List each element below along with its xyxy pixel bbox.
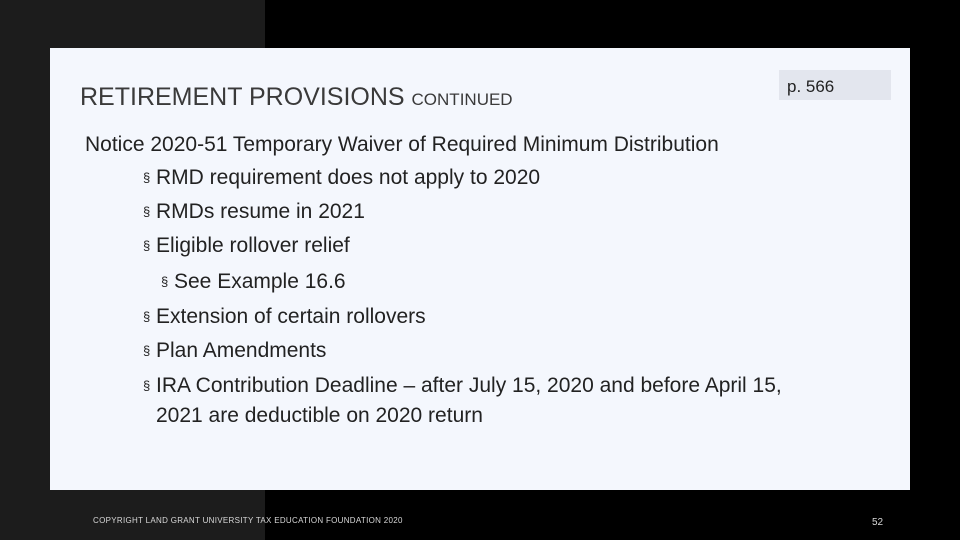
copyright-footer: COPYRIGHT LAND GRANT UNIVERSITY TAX EDUCATION FOUNDATION 2020 — [93, 516, 403, 525]
title-main: RETIREMENT PROVISIONS — [80, 83, 412, 111]
bullet-item: § RMD requirement does not apply to 2020 — [143, 163, 540, 193]
slide-number: 52 — [872, 517, 884, 528]
title-continued: CONTINUED — [411, 90, 513, 109]
page-reference: p. 566 — [779, 70, 891, 100]
bullet-marker: § — [161, 274, 169, 289]
bullet-item: § RMDs resume in 2021 — [143, 197, 365, 227]
slide-title — [80, 82, 513, 115]
bullet-marker: § — [143, 309, 151, 324]
bullet-continuation: 2021 are deductible on 2020 return — [156, 404, 483, 427]
notice-heading: Notice 2020-51 Temporary Waiver of Required Minimum Distribution — [85, 133, 719, 156]
bullet-item: § Eligible rollover relief — [143, 231, 350, 261]
bullet-item: § Plan Amendments — [143, 336, 326, 366]
bullet-item: § IRA Contribution Deadline – after July 15, 2020 and before April 15, 2021 are deductible on 2020 return — [143, 371, 873, 431]
sub-bullet-item: § See Example 16.6 — [161, 267, 346, 297]
bullet-marker: § — [143, 170, 151, 185]
bullet-marker: § — [143, 238, 151, 253]
bullet-marker: § — [143, 343, 151, 358]
bullet-marker: § — [143, 204, 151, 219]
bullet-item: § Extension of certain rollovers — [143, 302, 426, 332]
bullet-marker: § — [143, 378, 151, 393]
